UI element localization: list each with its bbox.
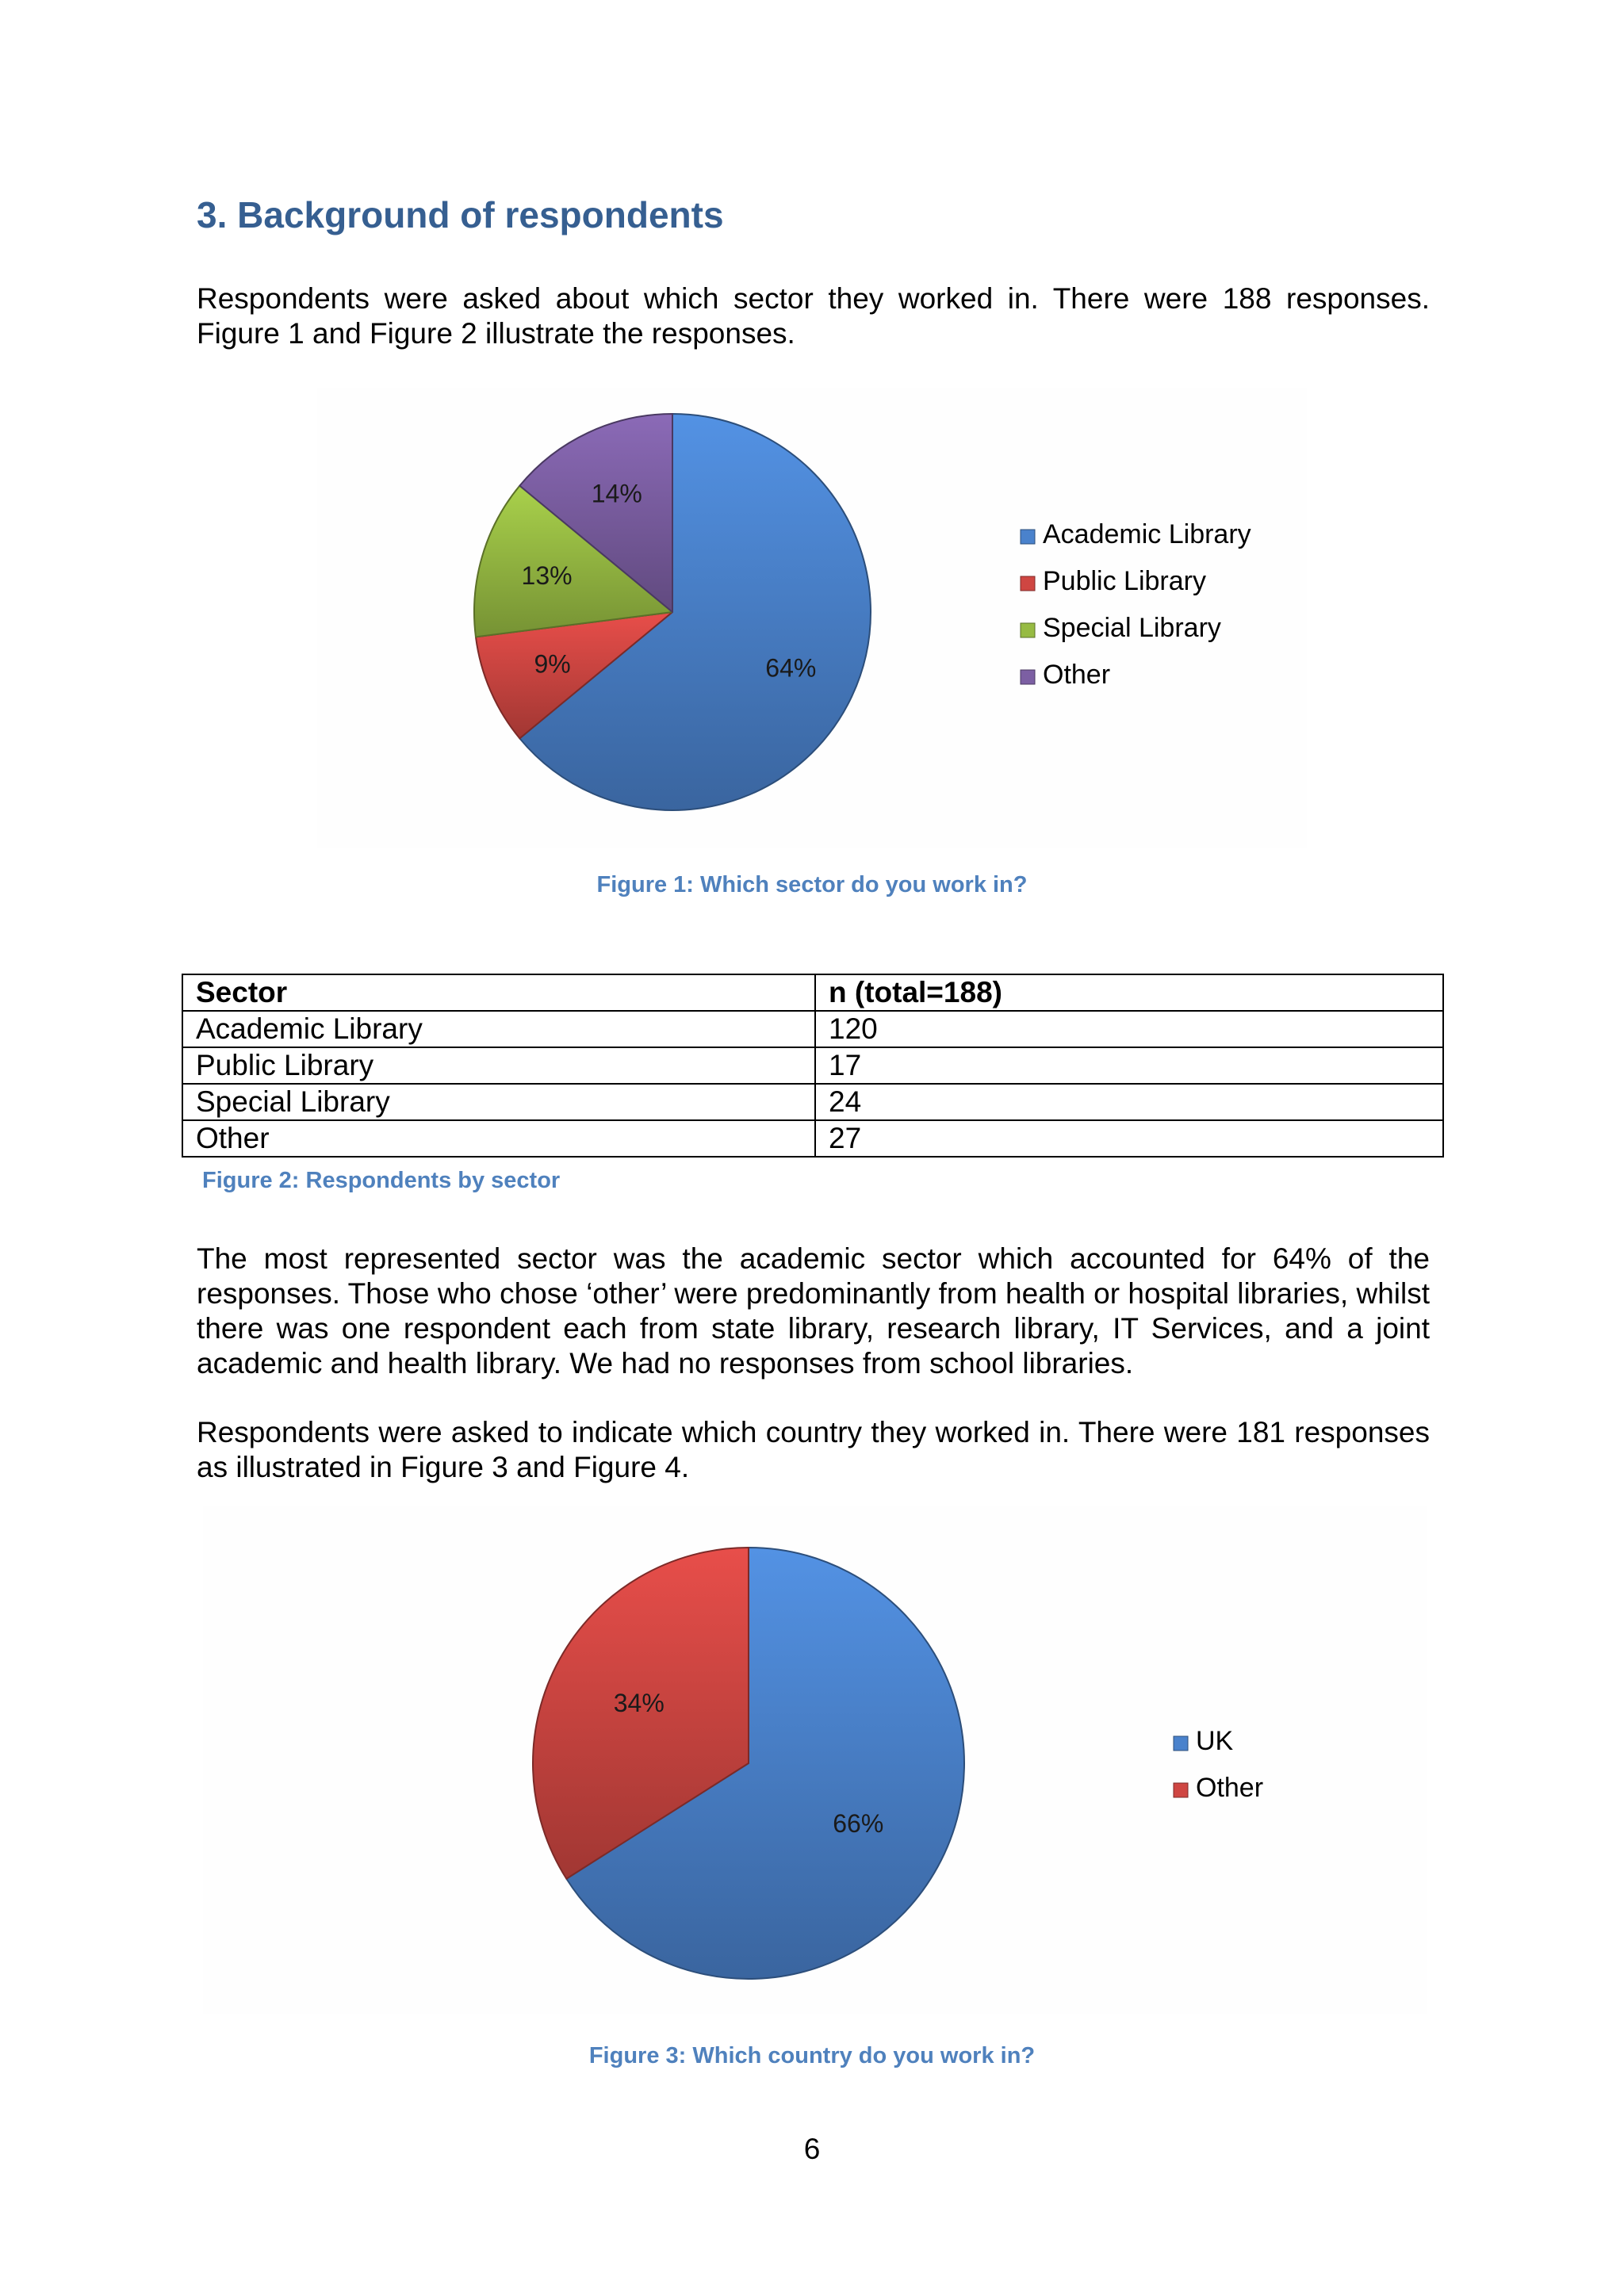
table-cell-count: 27 <box>815 1120 1443 1157</box>
page-number: 6 <box>803 2133 821 2165</box>
table-cell-count: 17 <box>815 1047 1443 1084</box>
figure3-caption: Figure 3: Which country do you work in? <box>588 2043 1036 2068</box>
sector-pie-chart <box>317 388 1307 848</box>
pie-label-academic-library: 64% <box>765 653 817 683</box>
table-cell-sector: Special Library <box>182 1084 815 1120</box>
section-heading: 3. Background of respondents <box>197 194 724 235</box>
table-row <box>182 1047 1443 1084</box>
legend-swatch-academic-library <box>1021 530 1035 544</box>
pie-label-uk: 66% <box>833 1809 884 1839</box>
table-row <box>182 1120 1443 1157</box>
table-header-count: n (total=188) <box>815 974 1443 1011</box>
pie-label-public-library: 9% <box>534 649 571 679</box>
table-cell-sector: Public Library <box>182 1047 815 1084</box>
figure2-caption: Figure 2: Respondents by sector <box>202 1168 561 1193</box>
sector-pie-svg <box>317 388 1307 848</box>
legend-label-academic-library: Academic Library <box>1043 519 1251 549</box>
legend-label-uk: UK <box>1196 1726 1234 1756</box>
pie-label-other: 34% <box>613 1688 665 1717</box>
table-row <box>182 1011 1443 1047</box>
legend-swatch-special-library <box>1021 623 1035 637</box>
legend-label-public-library: Public Library <box>1043 566 1206 596</box>
legend-label-other: Other <box>1196 1773 1264 1803</box>
table-cell-count: 120 <box>815 1011 1443 1047</box>
table-row <box>182 1084 1443 1120</box>
country-pie-svg <box>203 1506 1427 2014</box>
pie-label-special-library: 13% <box>521 561 573 590</box>
legend-swatch-other <box>1021 670 1035 684</box>
table-cell-sector: Other <box>182 1120 815 1157</box>
table-header-sector: Sector <box>182 974 815 1011</box>
table-header-row <box>182 974 1443 1011</box>
sector-table <box>182 974 1444 1158</box>
sector-discussion-paragraph: The most represented sector was the academic sector which accounted for 64% of the responses. Those who chose ‘other’ were predominantly from health or hospital libraries, whilst there was one respondent each from state library, research library, IT Services, and a joint academic and health library. We had no responses from school libraries. <box>197 1242 1430 1380</box>
figure1-caption: Figure 1: Which sector do you work in? <box>596 872 1028 897</box>
country-intro-paragraph: Respondents were asked to indicate which country they worked in. There were 181 responses as illustrated in Figure 3 and Figure 4. <box>197 1416 1430 1483</box>
legend-label-special-library: Special Library <box>1043 613 1221 643</box>
table-cell-sector: Academic Library <box>182 1011 815 1047</box>
legend-label-other: Other <box>1043 660 1111 690</box>
legend-swatch-public-library <box>1021 576 1035 591</box>
country-pie-chart <box>203 1506 1427 2014</box>
table-cell-count: 24 <box>815 1084 1443 1120</box>
pie-label-other: 14% <box>591 479 642 508</box>
legend-swatch-other <box>1174 1783 1188 1797</box>
legend-swatch-uk <box>1174 1736 1188 1751</box>
intro-paragraph: Respondents were asked about which sector they worked in. There were 188 responses. Figure 1 and Figure 2 illustrate the responses. <box>197 282 1430 350</box>
